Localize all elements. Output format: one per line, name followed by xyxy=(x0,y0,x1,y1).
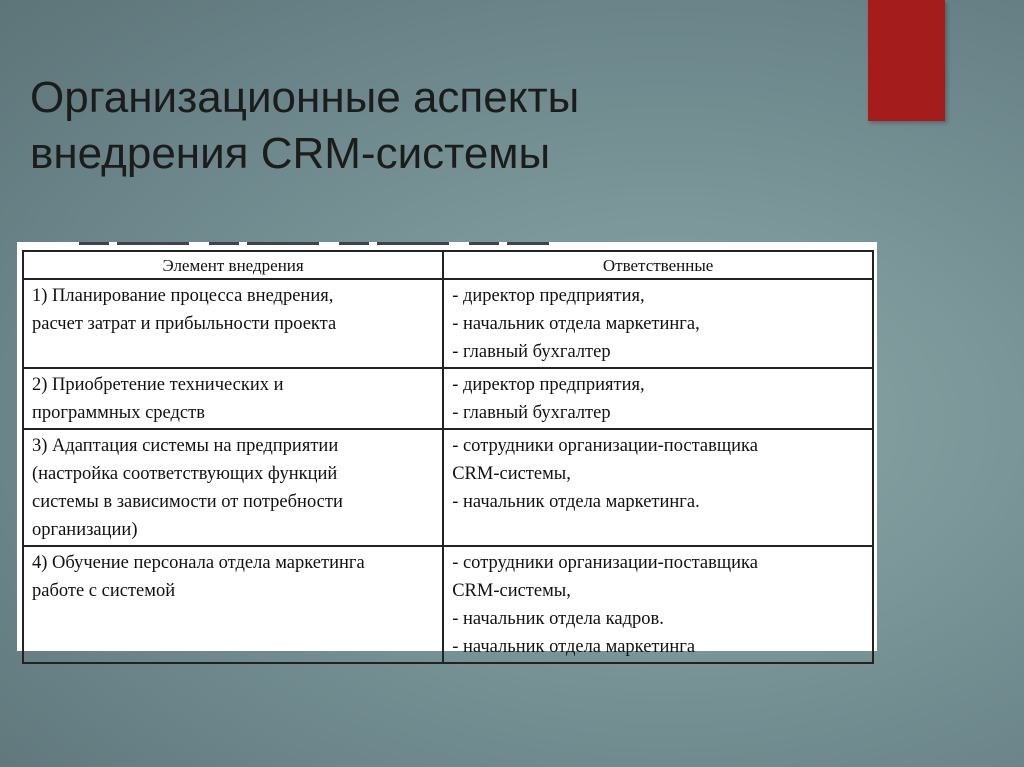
column-header-element: Элемент внедрения xyxy=(23,251,443,279)
cell-line: - начальник отдела маркетинга, xyxy=(452,314,700,334)
responsible-cell xyxy=(443,279,873,368)
cell-line: - начальник отдела кадров. xyxy=(452,609,664,629)
cell-line: - директор предприятия, xyxy=(452,286,645,306)
cell-line: 3) Адаптация системы на предприятии xyxy=(32,436,339,456)
cell-line: 4) Обучение персонала отдела маркетинга xyxy=(32,553,365,573)
cell-line: - сотрудники организации-поставщика xyxy=(452,553,758,573)
element-cell xyxy=(23,279,443,368)
responsible-cell xyxy=(443,368,873,429)
column-header-responsible: Ответственные xyxy=(443,251,873,279)
slide-title xyxy=(30,70,810,182)
element-cell xyxy=(23,429,443,546)
element-cell xyxy=(23,546,443,663)
cell-line: CRM-системы, xyxy=(452,581,571,601)
cell-line: (настройка соответствующих функций xyxy=(32,464,338,484)
element-cell xyxy=(23,368,443,429)
cell-line: - главный бухгалтер xyxy=(452,403,611,423)
table-row xyxy=(23,546,873,663)
table-row xyxy=(23,368,873,429)
slide-title-line-2: внедрения CRM-системы xyxy=(30,129,551,178)
cell-line: - начальник отдела маркетинга. xyxy=(452,492,700,512)
slide-title-line-1: Организационные аспекты xyxy=(30,73,580,122)
cell-line: - сотрудники организации-поставщика xyxy=(452,436,758,456)
table-row xyxy=(23,279,873,368)
responsibility-table-image xyxy=(17,242,877,657)
cropped-caption-remnant xyxy=(79,242,549,245)
cell-line: работе с системой xyxy=(32,581,176,601)
table-header-row xyxy=(23,251,873,279)
cell-line: 1) Планирование процесса внедрения, xyxy=(32,286,334,306)
cell-line: расчет затрат и прибыльности проекта xyxy=(32,314,337,334)
cell-line: программных средств xyxy=(32,403,205,423)
responsible-cell xyxy=(443,429,873,546)
cell-line: системы в зависимости от потребности xyxy=(32,492,343,512)
responsible-cell xyxy=(443,546,873,663)
table-row xyxy=(23,429,873,546)
cell-line: CRM-системы, xyxy=(452,464,571,484)
responsibility-table xyxy=(22,250,874,664)
cell-line: организации) xyxy=(32,520,138,540)
cell-line: - главный бухгалтер xyxy=(452,342,611,362)
cell-line: 2) Приобретение технических и xyxy=(32,375,284,395)
cell-line: - директор предприятия, xyxy=(452,375,645,395)
accent-bar xyxy=(868,0,945,121)
cell-line: - начальник отдела маркетинга xyxy=(452,637,696,657)
